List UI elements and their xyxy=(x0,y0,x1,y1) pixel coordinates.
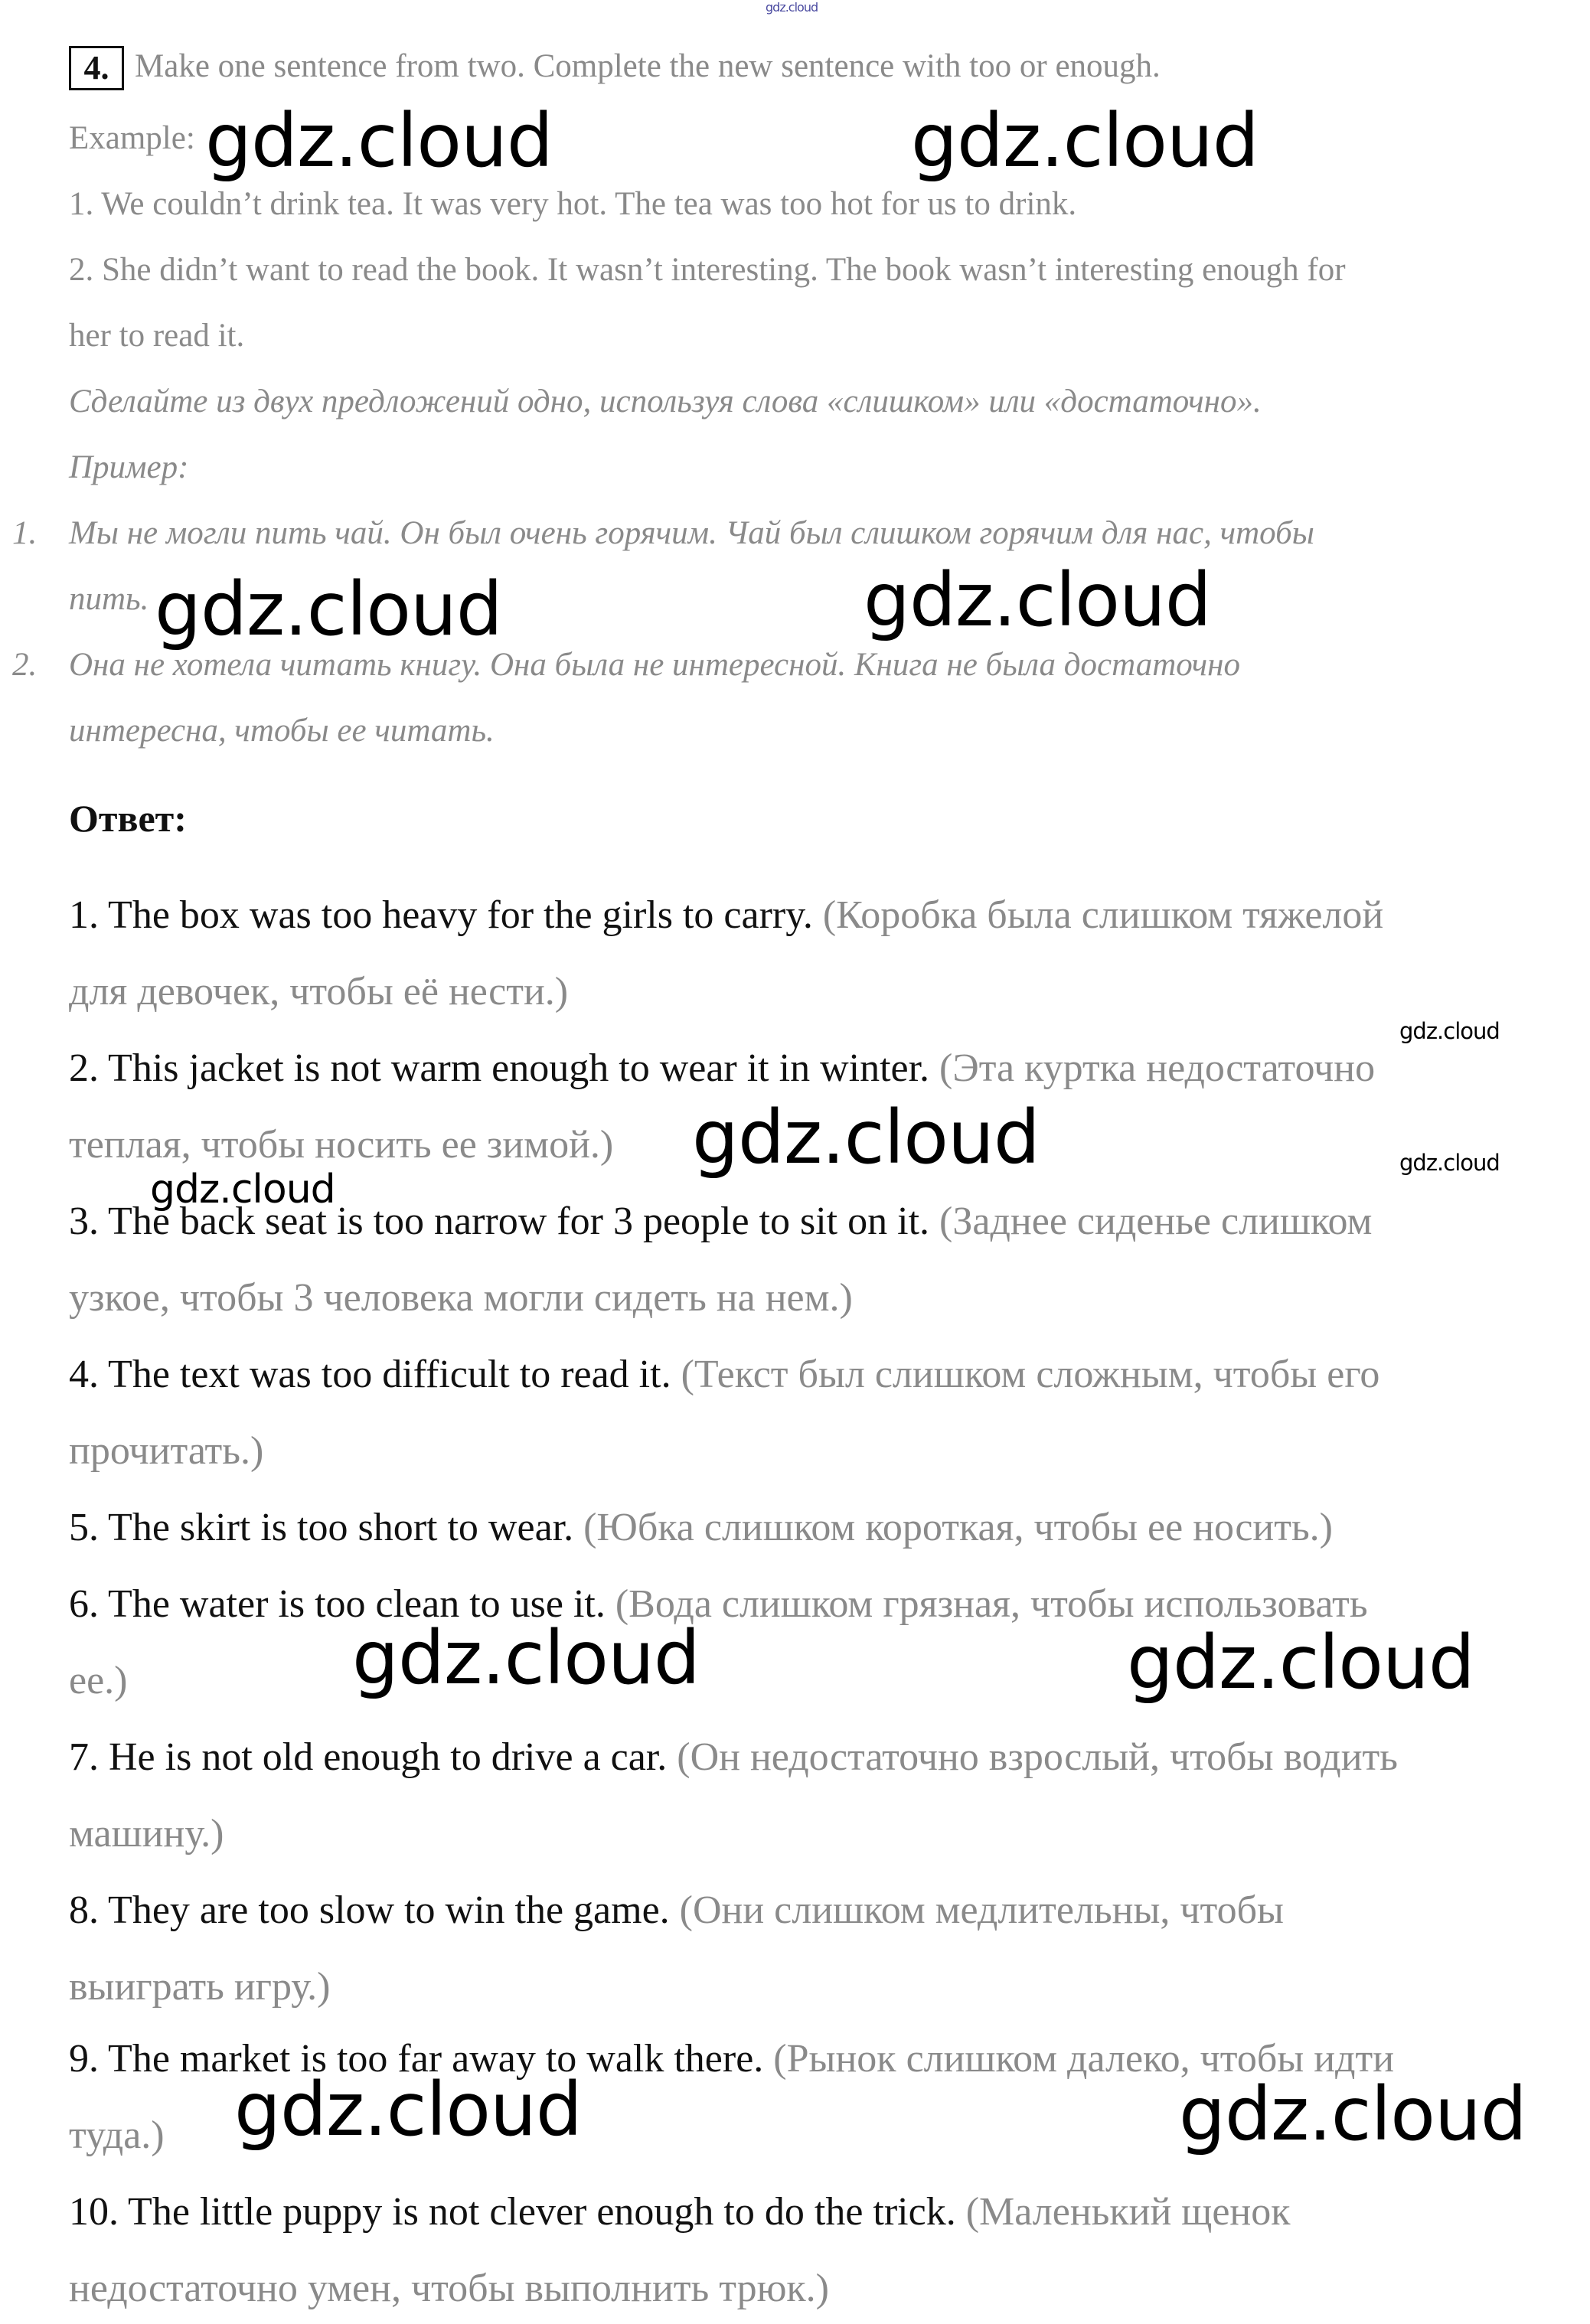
example-label: Example: xyxy=(69,120,195,156)
watermark-4: gdz.cloud xyxy=(864,557,1211,643)
ru-example-2-line2: интересна, чтобы ее читать. xyxy=(69,713,495,749)
answer-6-en: 6. The water is too clean to use it. xyxy=(69,1582,606,1626)
answer-6-ru-part1: (Вода слишком грязная, чтобы использовать xyxy=(605,1582,1368,1626)
watermark-9: gdz.cloud xyxy=(352,1615,700,1701)
answer-7-line2: машину.) xyxy=(69,1812,224,1856)
answer-3-ru-part1: (Заднее сиденье слишком xyxy=(929,1200,1373,1243)
answer-7-en: 7. He is not old enough to drive a car. xyxy=(69,1735,668,1779)
answer-4-en: 4. The text was too difficult to read it. xyxy=(69,1353,671,1396)
ru-example-2-line1: Она не хотела читать книгу. Она была не интересной. Книга не была достаточно xyxy=(69,647,1241,683)
watermark-1: gdz.cloud xyxy=(205,98,553,184)
answer-10-en: 10. The little puppy is not clever enough to do the trick. xyxy=(69,2190,956,2234)
answer-9-ru-part1: (Рынок слишком далеко, чтобы идти xyxy=(763,2037,1395,2081)
answer-8-line1 xyxy=(69,1888,1284,1933)
answer-3-en: 3. The back seat is too narrow for 3 people to sit on it. xyxy=(69,1200,930,1243)
ru-example-2-number: 2. xyxy=(12,647,38,683)
answer-1-en: 1. The box was too heavy for the girls to carry. xyxy=(69,893,813,937)
answer-5-en: 5. The skirt is too short to wear. xyxy=(69,1506,574,1549)
task-instruction-en: Make one sentence from two. Complete the new sentence with too or enough. xyxy=(135,48,1161,84)
answer-4-line1 xyxy=(69,1352,1379,1397)
watermark-5: gdz.cloud xyxy=(1399,1018,1500,1044)
answer-9-en: 9. The market is too far away to walk there. xyxy=(69,2037,764,2081)
task-number-box: 4. xyxy=(69,46,124,90)
answer-10-line1 xyxy=(69,2189,1291,2234)
answer-1-line1 xyxy=(69,893,1383,938)
watermark-2: gdz.cloud xyxy=(911,98,1259,184)
answer-7-ru-part1: (Он недостаточно взрослый, чтобы водить xyxy=(667,1735,1398,1779)
answer-8-ru-part1: (Они слишком медлительны, чтобы xyxy=(669,1888,1284,1932)
answer-3-line2: узкое, чтобы 3 человека могли сидеть на нем.) xyxy=(69,1276,853,1320)
answer-4-line2: прочитать.) xyxy=(69,1429,264,1473)
watermark-3: gdz.cloud xyxy=(155,566,502,652)
answer-5-ru-part1: (Юбка слишком короткая, чтобы ее носить.) xyxy=(573,1506,1333,1549)
answer-1-ru-part1: (Коробка была слишком тяжелой xyxy=(812,893,1384,937)
answer-6-line2: ее.) xyxy=(69,1659,128,1702)
watermark-7: gdz.cloud xyxy=(150,1167,335,1213)
answer-10-line2: недостаточно умен, чтобы выполнить трюк.) xyxy=(69,2267,830,2310)
answer-9-line2: туда.) xyxy=(69,2113,165,2157)
answer-10-ru-part1: (Маленький щенок xyxy=(955,2190,1291,2234)
watermark-11: gdz.cloud xyxy=(234,2067,582,2153)
ru-example-1-number: 1. xyxy=(12,515,38,551)
ru-example-1-line2: пить. xyxy=(69,581,149,617)
answer-2-en: 2. This jacket is not warm enough to wear it in winter. xyxy=(69,1046,930,1090)
example-2-line1: 2. She didn’t want to read the book. It wasn’t interesting. The book wasn’t interesting enough for xyxy=(69,252,1346,288)
watermark-top: gdz.cloud xyxy=(766,0,818,15)
example-1: 1. We couldn’t drink tea. It was very hot. The tea was too hot for us to drink. xyxy=(69,186,1077,222)
answer-label: Ответ: xyxy=(69,797,187,840)
answer-2-line1 xyxy=(69,1046,1375,1091)
answer-2-line2: теплая, чтобы носить ее зимой.) xyxy=(69,1123,614,1167)
task-instruction-ru: Сделайте из двух предложений одно, используя слова «слишком» или «достаточно». xyxy=(69,384,1262,419)
answer-2-ru-part1: (Эта куртка недостаточно xyxy=(929,1046,1376,1090)
watermark-12: gdz.cloud xyxy=(1179,2071,1526,2157)
answer-8-line2: выиграть игру.) xyxy=(69,1965,331,2009)
answer-4-ru-part1: (Текст был слишком сложным, чтобы его xyxy=(671,1353,1380,1396)
answer-7-line1 xyxy=(69,1735,1398,1780)
ru-example-1-line1: Мы не могли пить чай. Он был очень горячим. Чай был слишком горячим для нас, чтобы xyxy=(69,515,1314,551)
watermark-10: gdz.cloud xyxy=(1127,1620,1474,1705)
watermark-6: gdz.cloud xyxy=(692,1095,1040,1180)
example-label-ru: Пример: xyxy=(69,449,189,485)
answer-1-line2: для девочек, чтобы её нести.) xyxy=(69,970,569,1013)
watermark-8: gdz.cloud xyxy=(1399,1150,1500,1176)
answer-8-en: 8. They are too slow to win the game. xyxy=(69,1888,670,1932)
answer-5-line1 xyxy=(69,1505,1333,1550)
example-2-line2: her to read it. xyxy=(69,318,245,354)
